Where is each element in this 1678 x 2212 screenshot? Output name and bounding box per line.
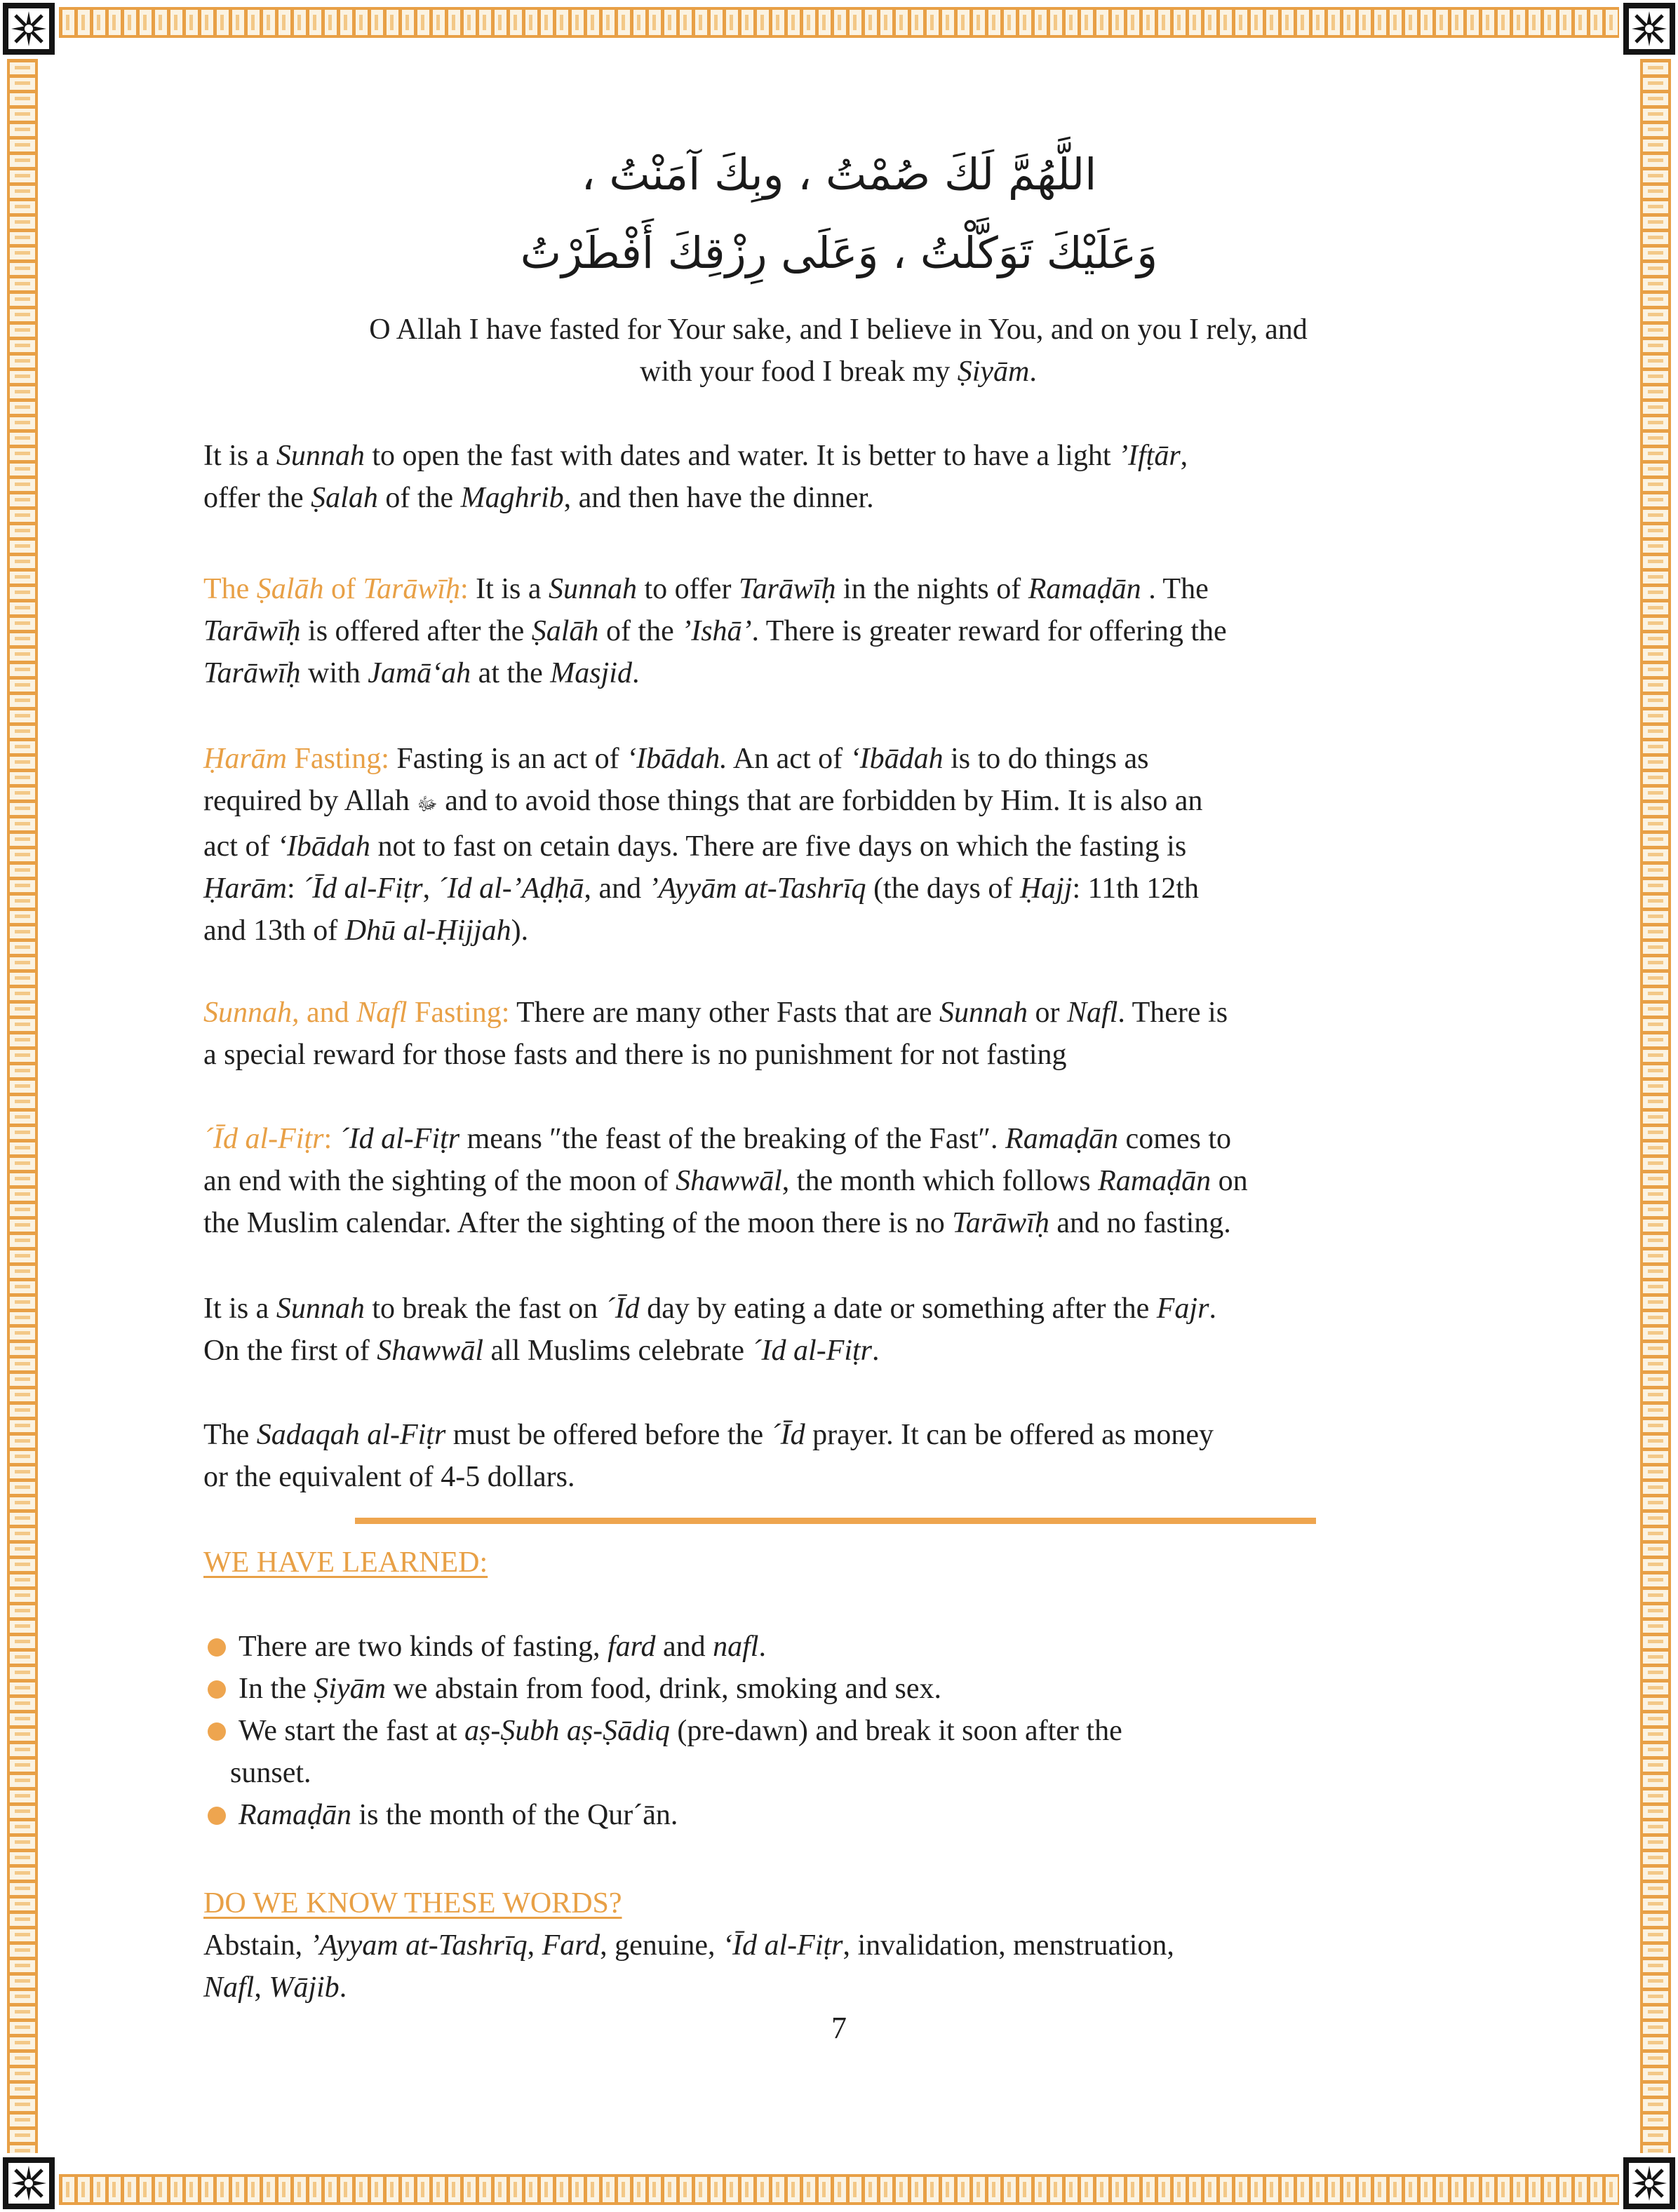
learned-heading: WE HAVE LEARNED: bbox=[203, 1546, 488, 1579]
sadaqah-paragraph: The Sadaqah al-Fiṭr must be offered before the ´Īd prayer. It can be offered as money or the equivalent of 4-5 dollars. bbox=[203, 1419, 1214, 1493]
section-divider bbox=[355, 1518, 1316, 1524]
words-paragraph: Abstain, ’Ayyam at-Tashrīq, Fard, genuine, ‘Īd al-Fiṭr, invalidation, menstruation, Nafl, Wājib. bbox=[203, 1929, 1174, 2004]
eid-paragraph: ´Īd al-Fiṭr: ´Id al-Fiṭr means ″the feast of the breaking of the Fast″. Ramaḍān comes to an end with the sighting of the moon of Shawwāl, the month which follows Ramaḍān on the Muslim calendar. After the sighting of the moon there is no Tarāwīḥ and no fasting. bbox=[203, 1123, 1248, 1239]
eid-day-paragraph: It is a Sunnah to break the fast on ´Īd day by eating a date or something after the Fajr. On the first of Shawwāl all Muslims celebrate ´Id al-Fiṭr. bbox=[203, 1293, 1216, 1367]
ornament-corner-icon bbox=[1623, 2157, 1675, 2209]
haram-fasting-heading: Ḥarām Fasting: bbox=[203, 743, 389, 775]
haram-fasting-paragraph: Ḥarām Fasting: Fasting is an act of ‘Ibādah. An act of ‘Ibādah is to do things as required by Allah ﷻ and to avoid those things that are forbidden by Him. It is also an act of ‘Ibādah not to fast on cetain days. There are five days on which the fasting is Ḥarām: ´Īd al-Fiṭr, ´Id al-’Aḍḥā, and ’Ayyām at-Tashrīq (the days of Ḥajj: 11th 12th and 13th of Dhū al-Ḥijjah). bbox=[203, 743, 1203, 947]
learned-list bbox=[203, 1626, 1480, 1836]
tarawih-heading: The Ṣalāh of Tarāwīḥ: bbox=[203, 573, 469, 605]
bullet-icon bbox=[208, 1680, 226, 1699]
ornament-corner-icon bbox=[3, 3, 55, 55]
iftar-paragraph: It is a Sunnah to open the fast with dates and water. It is better to have a light ’Ifṭār, offer the Ṣalah of the Maghrib, and then have the dinner. bbox=[203, 440, 1188, 514]
honorific-symbol: ﷻ bbox=[417, 794, 438, 814]
arabic-dua-line-2: وَعَلَيْكَ تَوَكَّلْتُ ، وَعَلَى رِزْقِكَ أَفْطَرْتُ bbox=[520, 227, 1158, 278]
bullet-icon bbox=[208, 1807, 226, 1825]
eid-heading: ´Īd al-Fiṭr: bbox=[203, 1123, 333, 1155]
page-number: 7 bbox=[831, 2011, 847, 2045]
bullet-icon bbox=[208, 1722, 226, 1741]
border-left bbox=[7, 59, 38, 2153]
ornament-corner-icon bbox=[1623, 3, 1675, 55]
sunnah-nafl-heading: Sunnah, and Nafl Fasting: bbox=[203, 997, 510, 1029]
border-top bbox=[59, 7, 1619, 38]
list-item: Ramaḍān is the month of the Qur´ān. bbox=[203, 1794, 1480, 1836]
bullet-icon bbox=[208, 1638, 226, 1657]
arabic-dua-line-1: اللَّهُمَّ لَكَ صُمْتُ ، وبِكَ آمَنْتُ ، bbox=[581, 149, 1097, 200]
words-heading: DO WE KNOW THESE WORDS? bbox=[203, 1887, 622, 1920]
border-right bbox=[1640, 59, 1671, 2153]
list-item: There are two kinds of fasting, fard and nafl. bbox=[203, 1626, 1480, 1668]
list-item: In the Ṣiyām we abstain from food, drink, smoking and sex. bbox=[203, 1668, 1480, 1710]
tarawih-paragraph: The Ṣalāh of Tarāwīḥ: It is a Sunnah to offer Tarāwīḥ in the nights of Ramaḍān . The Tarāwīḥ is offered after the Ṣalāh of the ’Ishā’. There is greater reward for offering the Tarāwīḥ with Jamā‘ah at the Masjid. bbox=[203, 573, 1227, 689]
ornament-corner-icon bbox=[3, 2157, 55, 2209]
border-bottom bbox=[59, 2174, 1619, 2205]
dua-translation: O Allah I have fasted for Your sake, and I believe in You, and on you I rely, and with your food I break my Ṣiyām. bbox=[369, 313, 1308, 388]
sunnah-nafl-paragraph: Sunnah, and Nafl Fasting: There are many other Fasts that are Sunnah or Nafl. There is a special reward for those fasts and there is no punishment for not fasting bbox=[203, 997, 1228, 1071]
list-item: We start the fast at aṣ-Ṣubh aṣ-Ṣādiq (pre-dawn) and break it soon after the sunset. bbox=[203, 1710, 1480, 1794]
